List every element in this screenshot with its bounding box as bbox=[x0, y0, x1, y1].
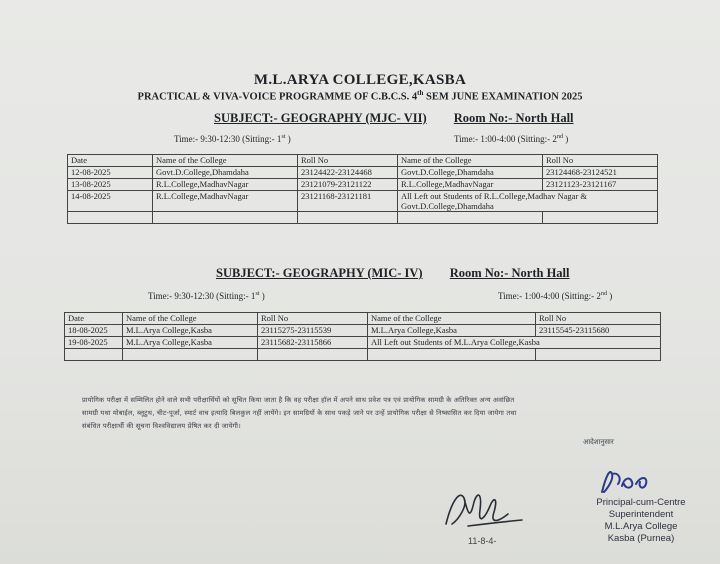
section1-time-left bbox=[174, 134, 291, 144]
table-header-row bbox=[65, 313, 661, 325]
column-header: Name of the College bbox=[153, 155, 298, 167]
column-header: Name of the College bbox=[123, 313, 258, 325]
column-header: Roll No bbox=[536, 313, 661, 325]
table-cell: M.L.Arya College,Kasba bbox=[368, 325, 536, 337]
programme-title-prefix: PRACTICAL & VIVA-VOICE PROGRAMME OF C.B.C.S. 4 bbox=[137, 91, 418, 103]
table-row bbox=[68, 191, 658, 212]
table-cell: 23121168-23121181 bbox=[298, 191, 398, 212]
section2-time-left-text: Time:- 9:30-12:30 (Sitting:- 1 bbox=[148, 291, 256, 301]
section1-time-right-text: Time:- 1:00-4:00 (Sitting:- 2 bbox=[454, 134, 557, 144]
section2-time-right-text: Time:- 1:00-4:00 (Sitting:- 2 bbox=[498, 291, 601, 301]
table-cell: R.L.College,MadhavNagar bbox=[153, 191, 298, 212]
column-header: Roll No bbox=[543, 155, 658, 167]
empty-cell bbox=[258, 349, 368, 361]
empty-cell bbox=[123, 349, 258, 361]
section2-time-left bbox=[148, 291, 265, 301]
table-cell: 23121123-23121167 bbox=[543, 179, 658, 191]
table-row bbox=[65, 337, 661, 349]
empty-cell bbox=[398, 212, 543, 224]
programme-title bbox=[0, 89, 720, 103]
stamp-line: M.L.Arya College bbox=[604, 521, 678, 532]
section2-time-right-sup: nd bbox=[600, 291, 607, 297]
principal-signature bbox=[596, 464, 656, 498]
section2-subject: SUBJECT:- GEOGRAPHY (MIC- IV) bbox=[216, 266, 423, 280]
stamp-line: Principal-cum-Centre Superintendent bbox=[596, 497, 686, 520]
empty-cell bbox=[65, 349, 123, 361]
column-header: Roll No bbox=[298, 155, 398, 167]
stamp-line: Kasba (Purnea) bbox=[607, 533, 675, 544]
table-row-empty bbox=[68, 212, 658, 224]
handwritten-signature-left bbox=[438, 480, 528, 536]
programme-title-sup: th bbox=[417, 89, 424, 97]
table-cell: 23124422-23124468 bbox=[298, 167, 398, 179]
notice-line: संबंधित परीक्षार्थी की सूचना विश्वविद्यालय प्रेषित कर दी जायेगी। bbox=[82, 422, 241, 430]
table-row-empty bbox=[65, 349, 661, 361]
table-row bbox=[68, 179, 658, 191]
column-header: Date bbox=[68, 155, 153, 167]
empty-cell bbox=[368, 349, 536, 361]
column-header: Roll No bbox=[258, 313, 368, 325]
section1-room: Room No:- North Hall bbox=[453, 111, 574, 125]
table-cell: 13-08-2025 bbox=[68, 179, 153, 191]
section1-subject-line bbox=[214, 111, 574, 126]
table-cell: 23115275-23115539 bbox=[258, 325, 368, 337]
table-cell: 18-08-2025 bbox=[65, 325, 123, 337]
section1-time-left-end: ) bbox=[285, 134, 291, 144]
empty-cell bbox=[543, 212, 658, 224]
table-cell-note: All Left out Students of R.L.College,Madhav Nagar & Govt.D.College,Dhamdaha bbox=[398, 191, 658, 212]
table-cell: Govt.D.College,Dhamdaha bbox=[153, 167, 298, 179]
empty-cell bbox=[68, 212, 153, 224]
section2-schedule-table bbox=[64, 312, 661, 361]
table-header-row bbox=[68, 155, 658, 167]
principal-stamp bbox=[566, 497, 716, 545]
table-cell: M.L.Arya College,Kasba bbox=[123, 325, 258, 337]
instructions-notice bbox=[82, 394, 652, 433]
section2-time-right-end: ) bbox=[606, 291, 613, 301]
table-cell: 23115545-23115680 bbox=[536, 325, 661, 337]
table-cell: 12-08-2025 bbox=[68, 167, 153, 179]
table-cell: R.L.College,MadhavNagar bbox=[398, 179, 543, 191]
section2-time-left-end: ) bbox=[259, 291, 265, 301]
programme-title-suffix: SEM JUNE EXAMINATION 2025 bbox=[423, 91, 583, 103]
column-header: Date bbox=[65, 313, 123, 325]
section1-time-left-sup: st bbox=[281, 134, 286, 140]
table-row bbox=[65, 325, 661, 337]
table-row bbox=[68, 167, 658, 179]
table-cell: 14-08-2025 bbox=[68, 191, 153, 212]
section2-subject-line bbox=[216, 266, 570, 281]
table-cell: 23124468-23124521 bbox=[543, 167, 658, 179]
section2-time-right bbox=[498, 291, 612, 301]
table-cell-note: All Left out Students of M.L.Arya College,Kasba bbox=[368, 337, 661, 349]
notice-line: सामग्री यथा मोबाईल, ब्लूटुथ, चीट-पूर्जा, स्मार्ट वाच इत्यादि बिलकुल नहीं लायेंगे। इन सामग्रियों के साथ पकड़े जाने पर उन्हें प्रायोगिक परीक्षा से निष्कासित कर दिया जायेगा तथा bbox=[82, 409, 517, 417]
section1-time-right bbox=[454, 134, 568, 144]
empty-cell bbox=[153, 212, 298, 224]
table-cell: R.L.College,MadhavNagar bbox=[153, 179, 298, 191]
college-title: M.L.ARYA COLLEGE,KASBA bbox=[253, 72, 467, 88]
section1-schedule-table bbox=[67, 154, 658, 224]
empty-cell bbox=[298, 212, 398, 224]
section1-time-left-text: Time:- 9:30-12:30 (Sitting:- 1 bbox=[174, 134, 282, 144]
signature-date: 11-8-4- bbox=[468, 536, 497, 546]
table-cell: M.L.Arya College,Kasba bbox=[123, 337, 258, 349]
table-cell: 23115682-23115866 bbox=[258, 337, 368, 349]
empty-cell bbox=[536, 349, 661, 361]
table-cell: Govt.D.College,Dhamdaha bbox=[398, 167, 543, 179]
section1-time-right-end: ) bbox=[562, 134, 569, 144]
table-cell: 19-08-2025 bbox=[65, 337, 123, 349]
section1-subject: SUBJECT:- GEOGRAPHY (MJC- VII) bbox=[214, 111, 427, 125]
column-header: Name of the College bbox=[398, 155, 543, 167]
by-order-label: आदेशानुसार bbox=[583, 438, 614, 446]
column-header: Name of the College bbox=[368, 313, 536, 325]
section2-time-left-sup: st bbox=[255, 291, 260, 297]
table-cell: 23121079-23121122 bbox=[298, 179, 398, 191]
section2-room: Room No:- North Hall bbox=[449, 266, 570, 280]
notice-line: प्रायोगिक परीक्षा में सम्मिलित होने वाले सभी परीक्षार्थियों को सूचित किया जाता है कि वह परीक्षा हॉल में अपने साथ प्रवेश पत्र एवं प्रायोगिक सामग्री के अतिरिक्त अन्य अवांछित bbox=[82, 396, 515, 404]
section1-time-right-sup: nd bbox=[556, 134, 563, 140]
